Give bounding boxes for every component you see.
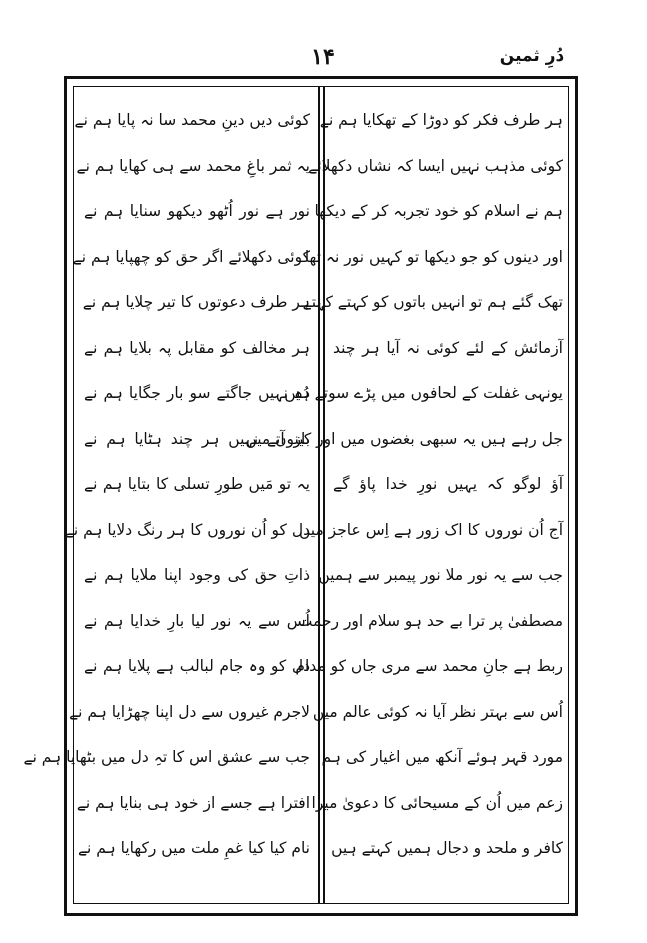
verse-line: دُہ نہیں جاگتے سو بار جگایا ہم نے (84, 384, 310, 402)
verse-line: افترا ہے جسے از خود ہی بنایا ہم نے (76, 793, 310, 812)
verse-line: ذاتِ حق کی وجود اپنا ملایا ہم نے (84, 566, 310, 584)
verse-line: ہم نے اسلام کو خود تجربہ کر کے دیکھا (314, 202, 563, 220)
verse-line: جب سے عشق اس کا تہِ دل میں بٹھایا ہم نے (23, 748, 310, 766)
verse-line: یہ ثمر باغِ محمد سے ہی کھایا ہم نے (76, 156, 310, 175)
verse-line: دل کو وہ جام لبالب ہے پلایا ہم نے (84, 657, 310, 675)
verse-line: یونہی غفلت کے لحافوں میں پڑے سوتے ہیں (284, 384, 563, 402)
verse-line: آزمائش کے لئے کوئی نہ آیا ہر چند (333, 338, 563, 357)
verse-line: دل کو اُن نوروں کا ہر رنگ دلایا ہم نے (64, 520, 310, 539)
page-number: ۱۴ (311, 44, 335, 70)
verse-line: زعم میں اُن کے مسیحائی کا دعویٰ میرا (311, 793, 563, 812)
verse-line: نور ہے نور اُٹھو دیکھو سنایا ہم نے (84, 202, 310, 220)
verse-line: ربط ہے جانِ محمد سے مری جاں کو مدام (295, 657, 563, 675)
header-title: دُرِ ثمین (499, 46, 565, 66)
verse-line: جل رہے ہیں یہ سبھی بغضوں میں اور کینوں میں (245, 429, 563, 448)
verse-line: اُس سے بہتر نظر آیا نہ کوئی عالم میں (312, 702, 563, 721)
verse-line: ہر طرف فکر کو دوڑا کے تھکایا ہم نے (319, 111, 563, 129)
verse-line: اُس سے یہ نور لیا بارِ خدایا ہم نے (84, 611, 310, 630)
verse-line: مصطفیٰ پر ترا بے حد ہو سلام اور رحمت (297, 611, 563, 630)
verse-line: اور دینوں کو جو دیکھا تو کہیں نور نہ تھا (304, 247, 563, 266)
verse-line: جب سے یہ نور ملا نور پیمبر سے ہمیں (318, 566, 563, 584)
verse-line: کوئی دیں دینِ محمد سا نہ پایا ہم نے (74, 111, 310, 129)
verse-line: کوئی مذہب نہیں ایسا کہ نشاں دکھلائے (308, 156, 563, 175)
verse-line: یہ تو مَیں طورِ تسلی کا بتایا ہم نے (84, 475, 310, 493)
verse-line: آؤ لوگو کہ یہیں نورِ خدا پاؤ گے (333, 475, 563, 493)
verse-line: مورد قہر ہوئے آنکھ میں اغیار کی ہم (321, 748, 563, 766)
verse-line: نام کیا کیا غمِ ملت میں رکھایا ہم نے (77, 839, 310, 857)
verse-line: ہر مخالف کو مقابل پہ بلایا ہم نے (84, 338, 310, 357)
verse-line: ہر طرف دعوتوں کا تیر چلایا ہم نے (82, 293, 310, 311)
verse-line: لاجرم غیروں سے دل اپنا چھڑایا ہم نے (69, 702, 310, 721)
left-column (23, 98, 310, 872)
right-column (245, 98, 563, 872)
verse-line: باز آتے نہیں ہر چند ہٹایا ہم نے (84, 429, 310, 448)
verse-line: کوئی دکھلائے اگر حق کو چھپایا ہم نے (72, 247, 310, 266)
verse-line: آج اُن نوروں کا اک زور ہے اِس عاجز میں (298, 520, 563, 539)
verse-line: تھک گئے ہم تو انہیں باتوں کو کہتے کہتے (302, 293, 563, 311)
verse-line: کافر و ملحد و دجال ہمیں کہتے ہیں (331, 839, 563, 857)
